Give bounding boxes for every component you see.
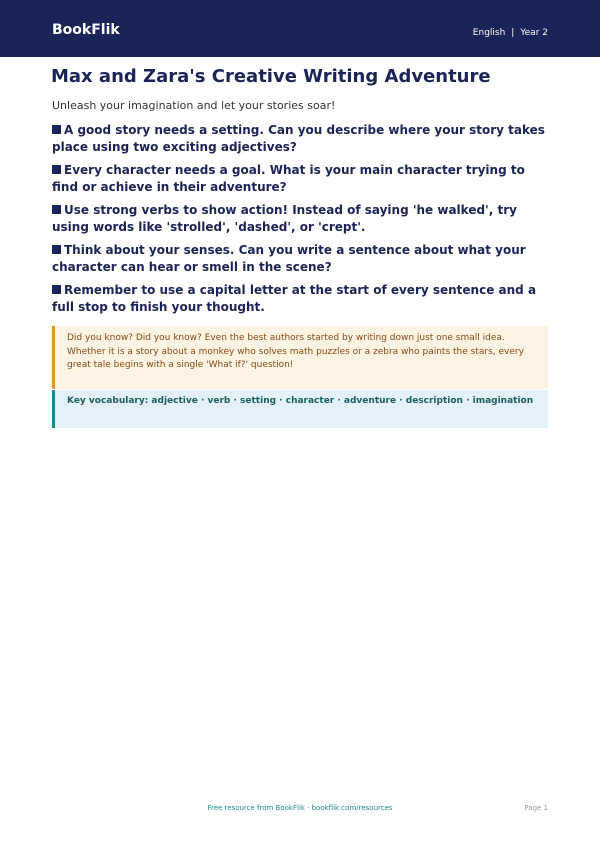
prompt-text: Remember to use a capital letter at the start of every sentence and a full stop to finish your thought.	[52, 283, 537, 314]
prompt-item	[52, 202, 552, 236]
prompt-list	[52, 122, 552, 322]
prompt-text: Think about your senses. Can you write a sentence about what your character can hear or smell in the scene?	[52, 243, 526, 274]
page-number: Page 1	[524, 804, 548, 812]
meta-separator: |	[511, 28, 515, 38]
page-title: Max and Zara's Creative Writing Adventure	[51, 66, 491, 87]
did-you-know-callout: Did you know? Did you know? Even the best authors started by writing down just one small idea. Whether it is a story about a monkey who solves math puzzles or a zebra who paints the stars, every great tale begins with a single 'What if?' question!	[52, 326, 548, 389]
square-bullet-icon	[52, 125, 61, 134]
subject-label: English	[472, 28, 506, 38]
square-bullet-icon	[52, 205, 61, 214]
brand-logo[interactable]: BookFlik	[52, 22, 120, 38]
prompt-item	[52, 282, 552, 316]
header-bar	[0, 0, 600, 57]
key-vocabulary-box: Key vocabulary: adjective · verb · setting · character · adventure · description · imagination	[52, 390, 548, 428]
header-meta	[473, 27, 548, 39]
page-subtitle: Unleash your imagination and let your stories soar!	[52, 99, 336, 112]
prompt-text: Every character needs a goal. What is your main character trying to find or achieve in their adventure?	[52, 163, 525, 194]
prompt-item	[52, 162, 552, 196]
prompt-item	[52, 242, 552, 276]
square-bullet-icon	[52, 285, 61, 294]
footer-credit-link[interactable]: Free resource from BookFlik · bookflik.com/resources	[207, 804, 393, 812]
page-footer	[0, 802, 600, 814]
prompt-text: Use strong verbs to show action! Instead of saying 'he walked', try using words like 'strolled', 'dashed', or 'crept'.	[52, 203, 517, 234]
prompt-item	[52, 122, 552, 156]
square-bullet-icon	[52, 245, 61, 254]
square-bullet-icon	[52, 165, 61, 174]
prompt-text: A good story needs a setting. Can you describe where your story takes place using two exciting adjectives?	[52, 123, 545, 154]
year-label: Year 2	[520, 28, 548, 38]
